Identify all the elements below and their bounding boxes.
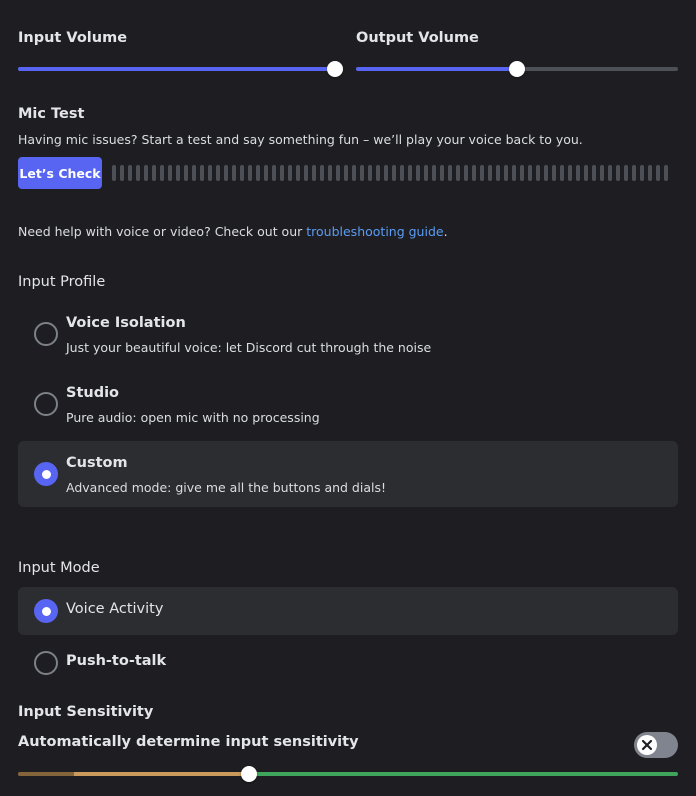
meter-bar xyxy=(360,165,364,181)
meter-bar xyxy=(616,165,620,181)
meter-bar xyxy=(280,165,284,181)
auto-sensitivity-label: Automatically determine input sensitivity xyxy=(18,734,359,750)
meter-bar xyxy=(608,165,612,181)
meter-bar xyxy=(392,165,396,181)
meter-bar xyxy=(432,165,436,181)
input-mode-title: Input Mode xyxy=(18,560,100,576)
meter-bar xyxy=(560,165,564,181)
input-profile-option-studio[interactable] xyxy=(18,371,678,437)
meter-bar xyxy=(144,165,148,181)
meter-bar xyxy=(656,165,660,181)
studio-description: Pure audio: open mic with no processing xyxy=(66,410,320,425)
meter-bar xyxy=(424,165,428,181)
meter-bar xyxy=(568,165,572,181)
meter-bar xyxy=(248,165,252,181)
push-to-talk-title: Push-to-talk xyxy=(66,653,167,669)
meter-bar xyxy=(120,165,124,181)
voice-isolation-title: Voice Isolation xyxy=(66,315,186,331)
input-volume-handle[interactable] xyxy=(327,61,343,77)
meter-bar xyxy=(176,165,180,181)
meter-bar xyxy=(128,165,132,181)
meter-bar xyxy=(544,165,548,181)
input-volume-slider[interactable] xyxy=(18,67,335,71)
meter-bar xyxy=(288,165,292,181)
meter-bar xyxy=(464,165,468,181)
push-to-talk-radio[interactable] xyxy=(34,651,58,675)
meter-bar xyxy=(552,165,556,181)
meter-bar xyxy=(632,165,636,181)
meter-bar xyxy=(336,165,340,181)
meter-bar xyxy=(304,165,308,181)
meter-bar xyxy=(456,165,460,181)
meter-bar xyxy=(640,165,644,181)
meter-bar xyxy=(664,165,668,181)
meter-bar xyxy=(352,165,356,181)
meter-bar xyxy=(504,165,508,181)
lets-check-button[interactable]: Let’s Check xyxy=(18,157,102,189)
custom-title: Custom xyxy=(66,455,128,471)
auto-sensitivity-toggle[interactable] xyxy=(634,732,678,758)
meter-bar xyxy=(152,165,156,181)
output-volume-fill xyxy=(356,67,517,71)
meter-bar xyxy=(416,165,420,181)
studio-title: Studio xyxy=(66,385,120,401)
meter-bar xyxy=(112,165,116,181)
meter-bar xyxy=(264,165,268,181)
meter-bar xyxy=(200,165,204,181)
meter-bar xyxy=(648,165,652,181)
meter-bar xyxy=(480,165,484,181)
toggle-knob xyxy=(637,735,657,755)
help-text xyxy=(18,224,448,239)
mic-test-meter xyxy=(112,165,668,181)
meter-bar xyxy=(488,165,492,181)
voice-activity-radio[interactable] xyxy=(34,599,58,623)
help-prefix: Need help with voice or video? Check out our xyxy=(18,224,307,239)
meter-bar xyxy=(192,165,196,181)
meter-bar xyxy=(208,165,212,181)
meter-bar xyxy=(472,165,476,181)
sensitivity-handle[interactable] xyxy=(241,766,257,782)
meter-bar xyxy=(240,165,244,181)
meter-bar xyxy=(368,165,372,181)
help-suffix: . xyxy=(443,224,448,239)
meter-bar xyxy=(384,165,388,181)
meter-bar xyxy=(536,165,540,181)
output-volume-label: Output Volume xyxy=(356,30,479,46)
meter-bar xyxy=(376,165,380,181)
input-profile-title: Input Profile xyxy=(18,274,106,290)
meter-bar xyxy=(232,165,236,181)
meter-bar xyxy=(592,165,596,181)
meter-bar xyxy=(272,165,276,181)
meter-bar xyxy=(296,165,300,181)
meter-bar xyxy=(624,165,628,181)
meter-bar xyxy=(168,165,172,181)
mic-test-title: Mic Test xyxy=(18,106,85,122)
meter-bar xyxy=(160,165,164,181)
meter-bar xyxy=(600,165,604,181)
meter-bar xyxy=(136,165,140,181)
custom-radio[interactable] xyxy=(34,462,58,486)
input-profile-option-custom[interactable] xyxy=(18,441,678,507)
meter-bar xyxy=(328,165,332,181)
output-volume-handle[interactable] xyxy=(509,61,525,77)
input-volume-label: Input Volume xyxy=(18,30,128,46)
input-sensitivity-slider[interactable] xyxy=(18,772,678,776)
meter-bar xyxy=(512,165,516,181)
meter-bar xyxy=(408,165,412,181)
voice-isolation-description: Just your beautiful voice: let Discord cut through the noise xyxy=(66,340,432,355)
custom-description: Advanced mode: give me all the buttons and dials! xyxy=(66,480,386,495)
voice-activity-title: Voice Activity xyxy=(66,601,164,617)
troubleshooting-guide-link[interactable]: troubleshooting guide xyxy=(306,224,444,239)
meter-bar xyxy=(528,165,532,181)
voice-isolation-radio[interactable] xyxy=(34,322,58,346)
input-mode-option-voice-activity[interactable] xyxy=(18,587,678,635)
meter-bar xyxy=(584,165,588,181)
input-profile-option-voice-isolation[interactable] xyxy=(18,301,678,367)
input-volume-fill xyxy=(18,67,335,71)
meter-bar xyxy=(440,165,444,181)
meter-bar xyxy=(344,165,348,181)
sensitivity-high-segment xyxy=(249,772,678,776)
output-volume-slider[interactable] xyxy=(356,67,678,71)
meter-bar xyxy=(520,165,524,181)
meter-bar xyxy=(576,165,580,181)
mic-test-description: Having mic issues? Start a test and say something fun – we’ll play your voice back to you. xyxy=(18,132,583,147)
input-sensitivity-title: Input Sensitivity xyxy=(18,704,154,720)
input-mode-option-push-to-talk[interactable] xyxy=(18,639,678,687)
meter-bar xyxy=(496,165,500,181)
meter-bar xyxy=(256,165,260,181)
x-icon xyxy=(641,739,653,751)
meter-bar xyxy=(320,165,324,181)
meter-bar xyxy=(312,165,316,181)
meter-bar xyxy=(184,165,188,181)
sensitivity-level-indicator xyxy=(18,772,74,776)
meter-bar xyxy=(400,165,404,181)
meter-bar xyxy=(216,165,220,181)
studio-radio[interactable] xyxy=(34,392,58,416)
meter-bar xyxy=(448,165,452,181)
meter-bar xyxy=(224,165,228,181)
